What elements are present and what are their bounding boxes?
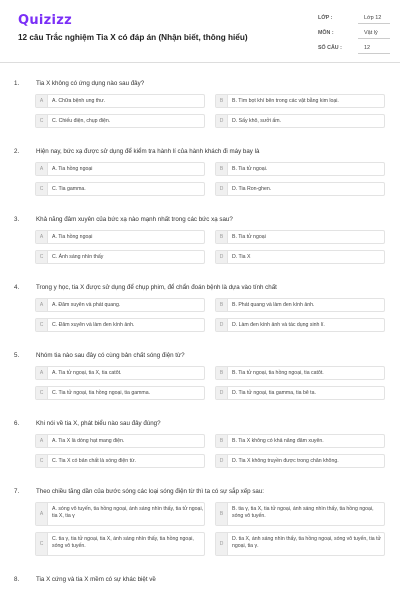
option-key-badge: D	[216, 319, 228, 331]
answer-option-c[interactable]	[35, 532, 205, 556]
answer-option-a[interactable]	[35, 162, 205, 176]
option-text: C. tia γ, tia tử ngoại, tia X, ánh sáng nhìn thấy, tia hồng ngoại, sóng vô tuyến.	[52, 536, 194, 549]
option-text: C. Tia tử ngoại, tia hồng ngoại, tia gamma.	[52, 390, 151, 396]
question-text: Tia X cứng và tia X mềm có sự khác biệt về	[36, 576, 156, 583]
question-spacer	[0, 404, 400, 418]
option-key-badge: C	[36, 387, 48, 399]
question-line	[0, 78, 400, 92]
option-text: A. Tia tử ngoại, tia X, tia catôt.	[52, 370, 122, 376]
meta-row-count	[318, 43, 390, 58]
option-row	[35, 92, 380, 112]
meta-label-grade: LỚP :	[318, 15, 333, 21]
question-number: 5.	[14, 352, 20, 359]
question-line	[0, 214, 400, 228]
option-text: A. sóng vô tuyến, tia hồng ngoại, ánh sáng nhìn thấy, tia tử ngoại, tia X, tia γ	[52, 506, 204, 519]
option-row	[35, 384, 380, 404]
option-text: C. Tia X có bản chất là sóng điện từ.	[52, 458, 136, 464]
option-key-badge: B	[216, 95, 228, 107]
question-line	[0, 146, 400, 160]
answer-option-c[interactable]	[35, 250, 205, 264]
answer-options	[35, 92, 380, 132]
option-text: D. Tia X	[232, 254, 251, 260]
question-number: 3.	[14, 216, 20, 223]
option-text: B. Tia tử ngoại	[232, 234, 266, 240]
question-item	[0, 418, 400, 486]
option-key-badge: D	[216, 455, 228, 467]
answer-option-c[interactable]	[35, 182, 205, 196]
question-item	[0, 282, 400, 350]
option-key-badge: A	[36, 435, 48, 447]
answer-option-d[interactable]	[215, 318, 385, 332]
question-text: Theo chiều tăng dần của bước sóng các loại sóng điện từ thì ta có sự sắp xếp sau:	[36, 488, 265, 495]
answer-option-d[interactable]	[215, 386, 385, 400]
question-number: 1.	[14, 80, 20, 87]
question-line	[0, 486, 400, 500]
answer-options	[35, 296, 380, 336]
option-key-badge: D	[216, 533, 228, 555]
option-text: D. Sấy khô, sưởi ấm.	[232, 118, 281, 124]
option-text: A. Đâm xuyên và phát quang.	[52, 302, 121, 308]
answer-option-b[interactable]	[215, 502, 385, 526]
question-spacer	[0, 132, 400, 146]
question-spacer	[0, 588, 400, 600]
question-item	[0, 574, 400, 600]
option-key-badge: D	[216, 251, 228, 263]
meta-label-subject: MÔN :	[318, 30, 334, 36]
option-text: B. Tia X không có khả năng đâm xuyên.	[232, 438, 324, 444]
option-text: A. Chữa bệnh ung thư.	[52, 98, 106, 104]
question-spacer	[0, 560, 400, 574]
option-key-badge: A	[36, 299, 48, 311]
question-item	[0, 78, 400, 146]
option-row	[35, 432, 380, 452]
option-key-badge: A	[36, 367, 48, 379]
option-text: A. Tia X là dòng hạt mang điện.	[52, 438, 125, 444]
answer-option-b[interactable]	[215, 366, 385, 380]
question-spacer	[0, 200, 400, 214]
option-key-badge: D	[216, 387, 228, 399]
option-key-badge: B	[216, 231, 228, 243]
option-key-badge: D	[216, 183, 228, 195]
option-key-badge: C	[36, 115, 48, 127]
answer-option-c[interactable]	[35, 454, 205, 468]
option-text: B. Tìm bọt khí bên trong các vật bằng kim loại.	[232, 98, 339, 104]
header-divider	[0, 62, 400, 63]
question-line	[0, 282, 400, 296]
question-text: Hiện nay, bức xạ được sử dụng để kiểm tra hành lí của hành khách đi máy bay là	[36, 148, 260, 155]
option-row	[35, 228, 380, 248]
option-key-badge: C	[36, 319, 48, 331]
option-text: C. Đâm xuyên và làm đen kính ảnh.	[52, 322, 135, 328]
option-row	[35, 296, 380, 316]
question-spacer	[0, 472, 400, 486]
option-key-badge: B	[216, 503, 228, 525]
answer-option-c[interactable]	[35, 114, 205, 128]
option-text: A. Tia hồng ngoại	[52, 234, 93, 240]
option-row	[35, 452, 380, 472]
option-key-badge: A	[36, 231, 48, 243]
answer-option-a[interactable]	[35, 230, 205, 244]
answer-option-c[interactable]	[35, 386, 205, 400]
answer-option-b[interactable]	[215, 230, 385, 244]
answer-option-c[interactable]	[35, 318, 205, 332]
answer-option-b[interactable]	[215, 162, 385, 176]
meta-value-subject: Vật lý	[358, 28, 390, 39]
worksheet-meta	[318, 13, 390, 58]
answer-option-a[interactable]	[35, 366, 205, 380]
option-row	[35, 316, 380, 336]
option-key-badge: A	[36, 163, 48, 175]
worksheet-header	[0, 0, 400, 64]
answer-options	[35, 160, 380, 200]
question-text: Trong y học, tia X được sử dụng để chụp phim, để chẩn đoán bệnh là dựa vào tính chất	[36, 284, 277, 291]
answer-option-b[interactable]	[215, 434, 385, 448]
option-row	[35, 112, 380, 132]
option-row	[35, 530, 380, 560]
meta-row-grade	[318, 13, 390, 28]
question-number: 7.	[14, 488, 20, 495]
option-text: D. Tia Ron-ghen.	[232, 186, 272, 192]
answer-options	[35, 228, 380, 268]
question-line	[0, 350, 400, 364]
question-item	[0, 146, 400, 214]
answer-option-a[interactable]	[35, 434, 205, 448]
option-key-badge: B	[216, 367, 228, 379]
option-key-badge: A	[36, 503, 48, 525]
answer-options	[35, 432, 380, 472]
question-spacer	[0, 336, 400, 350]
question-number: 6.	[14, 420, 20, 427]
option-key-badge: C	[36, 251, 48, 263]
option-text: D. tia X, ánh sáng nhìn thấy, tia hồng ngoại, sóng vô tuyến, tia tử ngoại, tia γ.	[232, 536, 382, 549]
option-text: B. Tia tử ngoại, tia hồng ngoại, tia catôt.	[232, 370, 324, 376]
option-key-badge: B	[216, 163, 228, 175]
option-key-badge: B	[216, 435, 228, 447]
option-key-badge: A	[36, 95, 48, 107]
meta-row-subject	[318, 28, 390, 43]
question-line	[0, 418, 400, 432]
question-number: 8.	[14, 576, 20, 583]
option-key-badge: B	[216, 299, 228, 311]
option-row	[35, 248, 380, 268]
option-text: B. Tia tử ngoại.	[232, 166, 268, 172]
question-number: 2.	[14, 148, 20, 155]
answer-options	[35, 364, 380, 404]
option-text: B. Phát quang và làm đen kính ảnh.	[232, 302, 315, 308]
answer-option-d[interactable]	[215, 182, 385, 196]
answer-option-d[interactable]	[215, 114, 385, 128]
meta-value-grade: Lớp 12	[358, 13, 390, 24]
question-text: Nhóm tia nào sau đây có cùng bản chất sóng điện từ?	[36, 352, 185, 359]
meta-label-count: SỐ CÂU :	[318, 45, 342, 51]
option-text: C. Chiếu điện, chụp điện.	[52, 118, 111, 124]
question-spacer	[0, 268, 400, 282]
answer-option-a[interactable]	[35, 502, 205, 526]
option-text: A. Tia hồng ngoại	[52, 166, 93, 172]
question-number: 4.	[14, 284, 20, 291]
question-line	[0, 574, 400, 588]
option-text: D. Tia tử ngoại, tia gamma, tia bê ta.	[232, 390, 316, 396]
answer-option-b[interactable]	[215, 94, 385, 108]
option-text: D. Tia X không truyền được trong chân không.	[232, 458, 339, 464]
meta-value-count: 12	[358, 43, 390, 54]
question-item	[0, 486, 400, 574]
option-row	[35, 180, 380, 200]
answer-option-a[interactable]	[35, 94, 205, 108]
answer-option-d[interactable]	[215, 454, 385, 468]
answer-option-d[interactable]	[215, 532, 385, 556]
option-text: C. Tia gamma.	[52, 186, 86, 192]
question-text: Khả năng đâm xuyên của bức xạ nào mạnh nhất trong các bức xạ sau?	[36, 216, 233, 223]
option-text: B. tia γ, tia X, tia tử ngoại, ánh sáng nhìn thấy, tia hồng ngoại, sóng vô tuyến.	[232, 506, 374, 519]
worksheet-title: 12 câu Trắc nghiệm Tia X có đáp án (Nhận biết, thông hiểu)	[18, 33, 248, 42]
answer-option-d[interactable]	[215, 250, 385, 264]
answer-option-b[interactable]	[215, 298, 385, 312]
option-key-badge: C	[36, 455, 48, 467]
question-item	[0, 350, 400, 418]
option-text: C. Ánh sáng nhìn thấy	[52, 254, 104, 260]
option-text: D. Làm đen kính ảnh và tác dụng sinh lí.	[232, 322, 325, 328]
option-row	[35, 500, 380, 530]
option-key-badge: C	[36, 183, 48, 195]
quizizz-logo[interactable]: Quizizz	[18, 13, 73, 28]
question-text: Khi nói về tia X, phát biểu nào sau đây đúng?	[36, 420, 161, 427]
question-item	[0, 214, 400, 282]
question-list	[0, 78, 400, 600]
option-row	[35, 160, 380, 180]
option-key-badge: C	[36, 533, 48, 555]
answer-options	[35, 500, 380, 560]
answer-option-a[interactable]	[35, 298, 205, 312]
option-key-badge: D	[216, 115, 228, 127]
option-row	[35, 364, 380, 384]
question-text: Tia X không có ứng dụng nào sau đây?	[36, 80, 145, 87]
